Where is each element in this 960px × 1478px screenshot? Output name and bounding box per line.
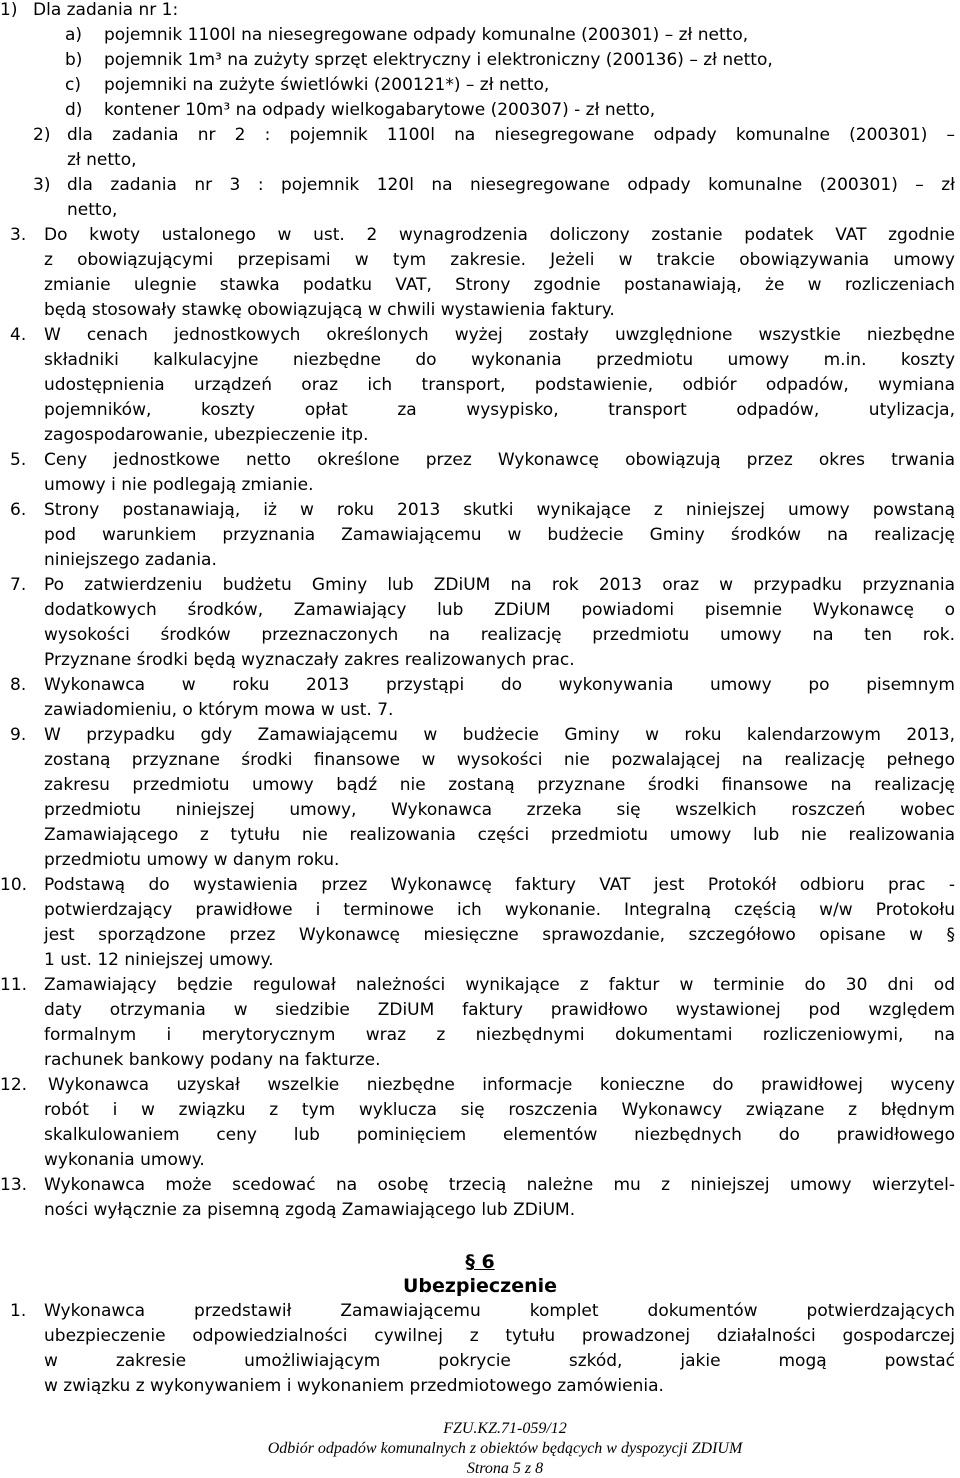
point-line: Zamawiający będzie regulował należności wynikające z faktur w terminie do 30 dni od <box>44 975 955 995</box>
footer-code: FZU.KZ.71-059/12 <box>443 1420 567 1437</box>
footer-page-number: Strona 5 z 8 <box>466 1460 544 1477</box>
point-number: 9. <box>10 725 27 745</box>
point-line: jest sporządzone przez Wykonawcę miesięczne sprawozdanie, szczegółowo opisane w § <box>44 925 955 945</box>
point-line: umowy i nie podlegają zmianie. <box>44 475 314 495</box>
sub-letter: c) <box>65 75 81 95</box>
point-line: formalnym i merytorycznym wraz z niezbędnymi dokumentami rozliczeniowymi, na <box>44 1025 955 1045</box>
point-line: z obowiązującymi przepisami w tym zakresie. Jeżeli w trakcie obowiązywania umowy <box>44 250 955 270</box>
point-line: zostaną przyznane środki finansowe w wysokości nie pozwalającej na realizację pełnego <box>44 750 955 770</box>
sub-item-text: pojemnik 1m³ na zużyty sprzęt elektryczny i elektroniczny (200136) – zł netto, <box>104 50 773 70</box>
list-item-line: netto, <box>67 200 118 220</box>
point-line: robót i w związku z tym wyklucza się roszczenia Wykonawcy związane z błędnym <box>44 1100 955 1120</box>
list-item-line: dla zadania nr 2 : pojemnik 1100l na niesegregowane odpady komunalne (200301) – <box>67 125 955 145</box>
point-line: Do kwoty ustalonego w ust. 2 wynagrodzenia doliczony zostanie podatek VAT zgodnie <box>44 225 955 245</box>
list-number: 1) <box>0 0 18 20</box>
point-line: składniki kalkulacyjne niezbędne do wykonania przedmiotu umowy m.in. koszty <box>44 350 955 370</box>
point-line: 1 ust. 12 niniejszej umowy. <box>44 950 274 970</box>
footer-title: Odbiór odpadów komunalnych z obiektów będących w dyspozycji ZDIUM <box>267 1440 743 1457</box>
point-line: pod warunkiem przyznania Zamawiającemu w budżecie Gminy środków na realizację <box>44 525 955 545</box>
point-line: pojemników, koszty opłat za wysypisko, transport odpadów, utylizacja, <box>44 400 955 420</box>
point-line: ności wyłącznie za pisemną zgodą Zamawiającego lub ZDiUM. <box>44 1200 576 1220</box>
point-line: Strony postanawiają, iż w roku 2013 skutki wynikające z niniejszej umowy powstaną <box>44 500 955 520</box>
point-line: Ceny jednostkowe netto określone przez Wykonawcę obowiązują przez okres trwania <box>44 450 955 470</box>
list-number: 3) <box>33 175 51 195</box>
point-number: 1. <box>10 1301 27 1321</box>
sub-letter: d) <box>65 100 83 120</box>
point-number: 3. <box>10 225 27 245</box>
list-item-text: Dla zadania nr 1: <box>33 0 179 20</box>
point-line: potwierdzający prawidłowe i terminowe ich wykonanie. Integralną częścią w/w Protokołu <box>44 900 955 920</box>
point-number: 11. <box>0 975 28 995</box>
list-item-line: dla zadania nr 3 : pojemnik 120l na niesegregowane odpady komunalne (200301) – zł <box>67 175 955 195</box>
point-line: Zamawiającego z tytułu nie realizowania części przedmiotu umowy lub nie realizowania <box>44 825 955 845</box>
point-line: zawiadomieniu, o którym mowa w ust. 7. <box>44 700 394 720</box>
point-line: niniejszego zadania. <box>44 550 217 570</box>
list-number: 2) <box>33 125 51 145</box>
point-line: Wykonawca może scedować na osobę trzecią należne mu z niniejszej umowy wierzytel- <box>44 1175 955 1195</box>
point-line: Wykonawca przedstawił Zamawiającemu komplet dokumentów potwierdzających <box>44 1301 955 1321</box>
point-line: daty otrzymania w siedzibie ZDiUM faktury prawidłowo wystawionej pod względem <box>44 1000 955 1020</box>
point-line: przedmiotu niniejszej umowy, Wykonawca zrzeka się wszelkich roszczeń wobec <box>44 800 955 820</box>
sub-letter: b) <box>65 50 83 70</box>
section-title: Ubezpieczenie <box>402 1275 558 1297</box>
point-number: 4. <box>10 325 27 345</box>
point-line: rachunek bankowy podany na fakturze. <box>44 1050 381 1070</box>
point-line: W przypadku gdy Zamawiającemu w budżecie Gminy w roku kalendarzowym 2013, <box>44 725 955 745</box>
point-line: Podstawą do wystawienia przez Wykonawcę faktury VAT jest Protokół odbioru prac - <box>44 875 955 895</box>
list-item-line: zł netto, <box>67 150 137 170</box>
sub-item-text: pojemniki na zużyte świetlówki (200121*) – zł netto, <box>104 75 550 95</box>
point-line: skalkulowaniem ceny lub pominięciem elementów niezbędnych do prawidłowego <box>44 1125 955 1145</box>
point-line: w związku z wykonywaniem i wykonaniem przedmiotowego zamówienia. <box>44 1376 664 1396</box>
point-number: 10. <box>0 875 28 895</box>
point-line: dodatkowych środków, Zamawiający lub ZDiUM powiadomi pisemnie Wykonawcę o <box>44 600 955 620</box>
point-number: 12. <box>0 1075 28 1095</box>
sub-item-text: kontener 10m³ na odpady wielkogabarytowe (200307) - zł netto, <box>104 100 656 120</box>
point-line: przedmiotu umowy w danym roku. <box>44 850 340 870</box>
point-line: Wykonawca w roku 2013 przystąpi do wykonywania umowy po pisemnym <box>44 675 955 695</box>
point-number: 7. <box>10 575 27 595</box>
point-number: 8. <box>10 675 27 695</box>
point-line: wykonania umowy. <box>44 1150 205 1170</box>
point-number: 13. <box>0 1175 28 1195</box>
point-number: 6. <box>10 500 27 520</box>
point-line: Po zatwierdzeniu budżetu Gminy lub ZDiUM na rok 2013 oraz w przypadku przyznania <box>44 575 955 595</box>
point-line: zmianie ulegnie stawka podatku VAT, Strony zgodnie postanawiają, że w rozliczeniach <box>44 275 955 295</box>
point-line: w zakresie umożliwiającym pokrycie szkód, jakie mogą powstać <box>44 1351 955 1371</box>
point-number: 5. <box>10 450 27 470</box>
section-number-text: § 6 <box>465 1251 495 1273</box>
point-line: zakresu przedmiotu umowy bądź nie zostaną przyznane środki finansowe na realizację <box>44 775 955 795</box>
point-line: będą stosowały stawkę obowiązującą w chwili wystawienia faktury. <box>44 300 615 320</box>
point-line: udostępnienia urządzeń oraz ich transport, podstawienie, odbiór odpadów, wymiana <box>44 375 955 395</box>
point-line: W cenach jednostkowych określonych wyżej zostały uwzględnione wszystkie niezbędne <box>44 325 955 345</box>
section-number <box>0 1251 960 1274</box>
sub-letter: a) <box>65 25 83 45</box>
point-line: wysokości środków przeznaczonych na realizację przedmiotu umowy na ten rok. <box>44 625 955 645</box>
point-line: Przyznane środki będą wyznaczały zakres realizowanych prac. <box>44 650 575 670</box>
point-line: ubezpieczenie odpowiedzialności cywilnej z tytułu prowadzonej działalności gospodarczej <box>44 1326 955 1346</box>
point-line: zagospodarowanie, ubezpieczenie itp. <box>44 425 369 445</box>
sub-item-text: pojemnik 1100l na niesegregowane odpady komunalne (200301) – zł netto, <box>104 25 749 45</box>
point-line: Wykonawca uzyskał wszelkie niezbędne informacje konieczne do prawidłowej wyceny <box>48 1075 955 1095</box>
